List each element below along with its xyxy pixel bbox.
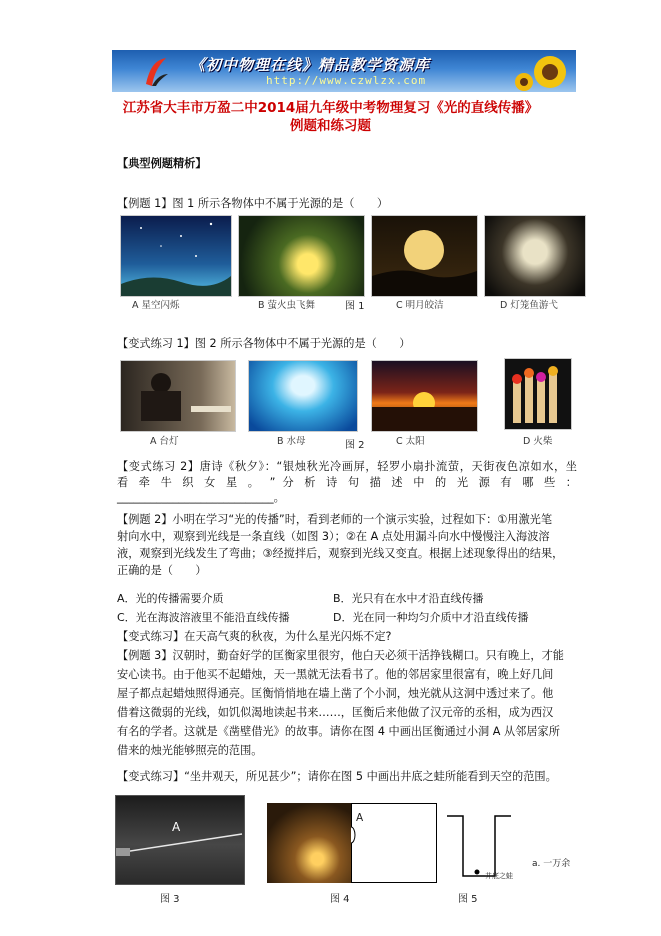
sunflower-icon [512,52,572,92]
example3-line3: 屋子都点起蜡烛照得通亮。匡衡悄悄地在墙上凿了个小洞，烛光就从这洞中透过来了。他 [117,687,554,700]
example2-line3: 液，观察到光线发生了弯曲；③经搅拌后，观察到光线又变直。根据上述现象得出的结果， [117,547,564,560]
matches-image [504,358,572,430]
exercise4-stem: 【变式练习】“坐井观天，所见甚少”；请你在图 5 中画出井底之蛙所能看到天空的范围。 [117,770,557,783]
exercise1-caption-a: A 台灯 [150,436,179,447]
figure3-label: 图 3 [160,894,180,905]
example3-line6: 借来的烛光能够照亮的范围。 [117,744,263,757]
exercise1-caption-d: D 火柴 [523,436,553,447]
figure3-point-a: A [172,820,181,834]
figure2-label: 图 2 [345,440,365,451]
lanternfish-image [484,215,586,297]
header-banner [112,50,576,92]
example1-caption-b: B 萤火虫飞舞 [258,300,316,311]
exercise2-line1: 【变式练习 2】唐诗《秋夕》：“银烛秋光冷画屏，轻罗小扇扑流萤，天街夜色凉如水，坐 [117,460,577,473]
exercise1-caption-b: B 水母 [277,436,306,447]
banner-url[interactable]: http://www.czwlzx.com [266,74,427,87]
section-heading: 【典型例题精析】 [117,157,207,170]
example3-line5: 有名的学者。这就是《凿壁借光》的故事。请你在图 4 中画出匡衡通过小洞 A 从邻居家所 [117,725,560,738]
example2-line2: 射向水中，观察到光线是一条直线（如图 3）；②在 A 点处用漏斗向水中慢慢注入海波溶 [117,530,550,543]
exercise3-stem: 【变式练习】在天高气爽的秋夜，为什么星光闪烁不定? [117,630,392,643]
figure5-side-text: a. 一万余 [532,859,571,869]
figure5-frog-label: 井底之蛙 [485,872,513,880]
firefly-image [238,215,365,297]
document-title-line2: 例题和练习题 [290,118,371,134]
example2-option-a[interactable]: A．光的传播需要介质 [117,592,224,605]
exercise1-caption-c: C 太阳 [396,436,425,447]
example3-line4: 借着这微弱的光线，如饥似渴地读起书来……，匡衡后来他做了汉元帝的丞相，成为西汉 [117,706,554,719]
example1-caption-a: A 星空闪烁 [132,300,180,311]
jellyfish-image [248,360,358,432]
example2-option-b[interactable]: B．光只有在水中才沿直线传播 [333,592,484,605]
candle-room-image [267,803,351,883]
example1-stem: 【例题 1】图 1 所示各物体中不属于光源的是（ ） [117,197,389,210]
figure4-room [267,803,437,883]
example3-line2: 安心读书。由于他买不起蜡烛，天一黑就无法看书了。他的邻居家里很富有，晚上好几间 [117,668,554,681]
desk-lamp-image [120,360,236,432]
example2-option-c[interactable]: C．光在海波溶液里不能沿直线传播 [117,611,290,624]
moon-image [371,215,478,297]
exercise2-answer-blank[interactable]: ____________________________。 [117,491,285,504]
example2-option-d[interactable]: D．光在同一种均匀介质中才沿直线传播 [333,611,529,624]
example2-line1: 【例题 2】小明在学习“光的传播”时，看到老师的一个演示实验，过程如下：①用激光笔 [117,513,553,526]
logo-icon [142,56,170,88]
sunset-image [371,360,478,432]
example1-caption-c: C 明月皎洁 [396,300,444,311]
banner-title: 《初中物理在线》精品教学资源库 [190,56,431,74]
figure4-point-a: A [356,812,364,824]
figure5-label: 图 5 [458,894,478,905]
example2-line4: 正确的是（ ） [117,564,207,577]
exercise1-stem: 【变式练习 1】图 2 所示各物体中不属于光源的是（ ） [117,337,411,350]
exercise2-line2: 看 牵 牛 织 女 星 。 ” 分 析 诗 句 描 述 中 的 光 源 有 哪 些 ： [117,476,577,489]
example3-line1: 【例题 3】汉朝时，勤奋好学的匡衡家里很穷，他白天必须干活挣钱糊口。只有晚上，才能 [117,649,564,662]
neighbor-room-outline [351,803,437,883]
figure4-label: 图 4 [330,894,350,905]
figure1-label: 图 1 [345,301,365,312]
example1-caption-d: D 灯笼鱼游弋 [500,300,558,311]
figure3-laser-image [115,795,245,885]
starry-sky-image [120,215,232,297]
document-title-line1: 江苏省大丰市万盈二中2014届九年级中考物理复习《光的直线传播》 [122,100,539,116]
